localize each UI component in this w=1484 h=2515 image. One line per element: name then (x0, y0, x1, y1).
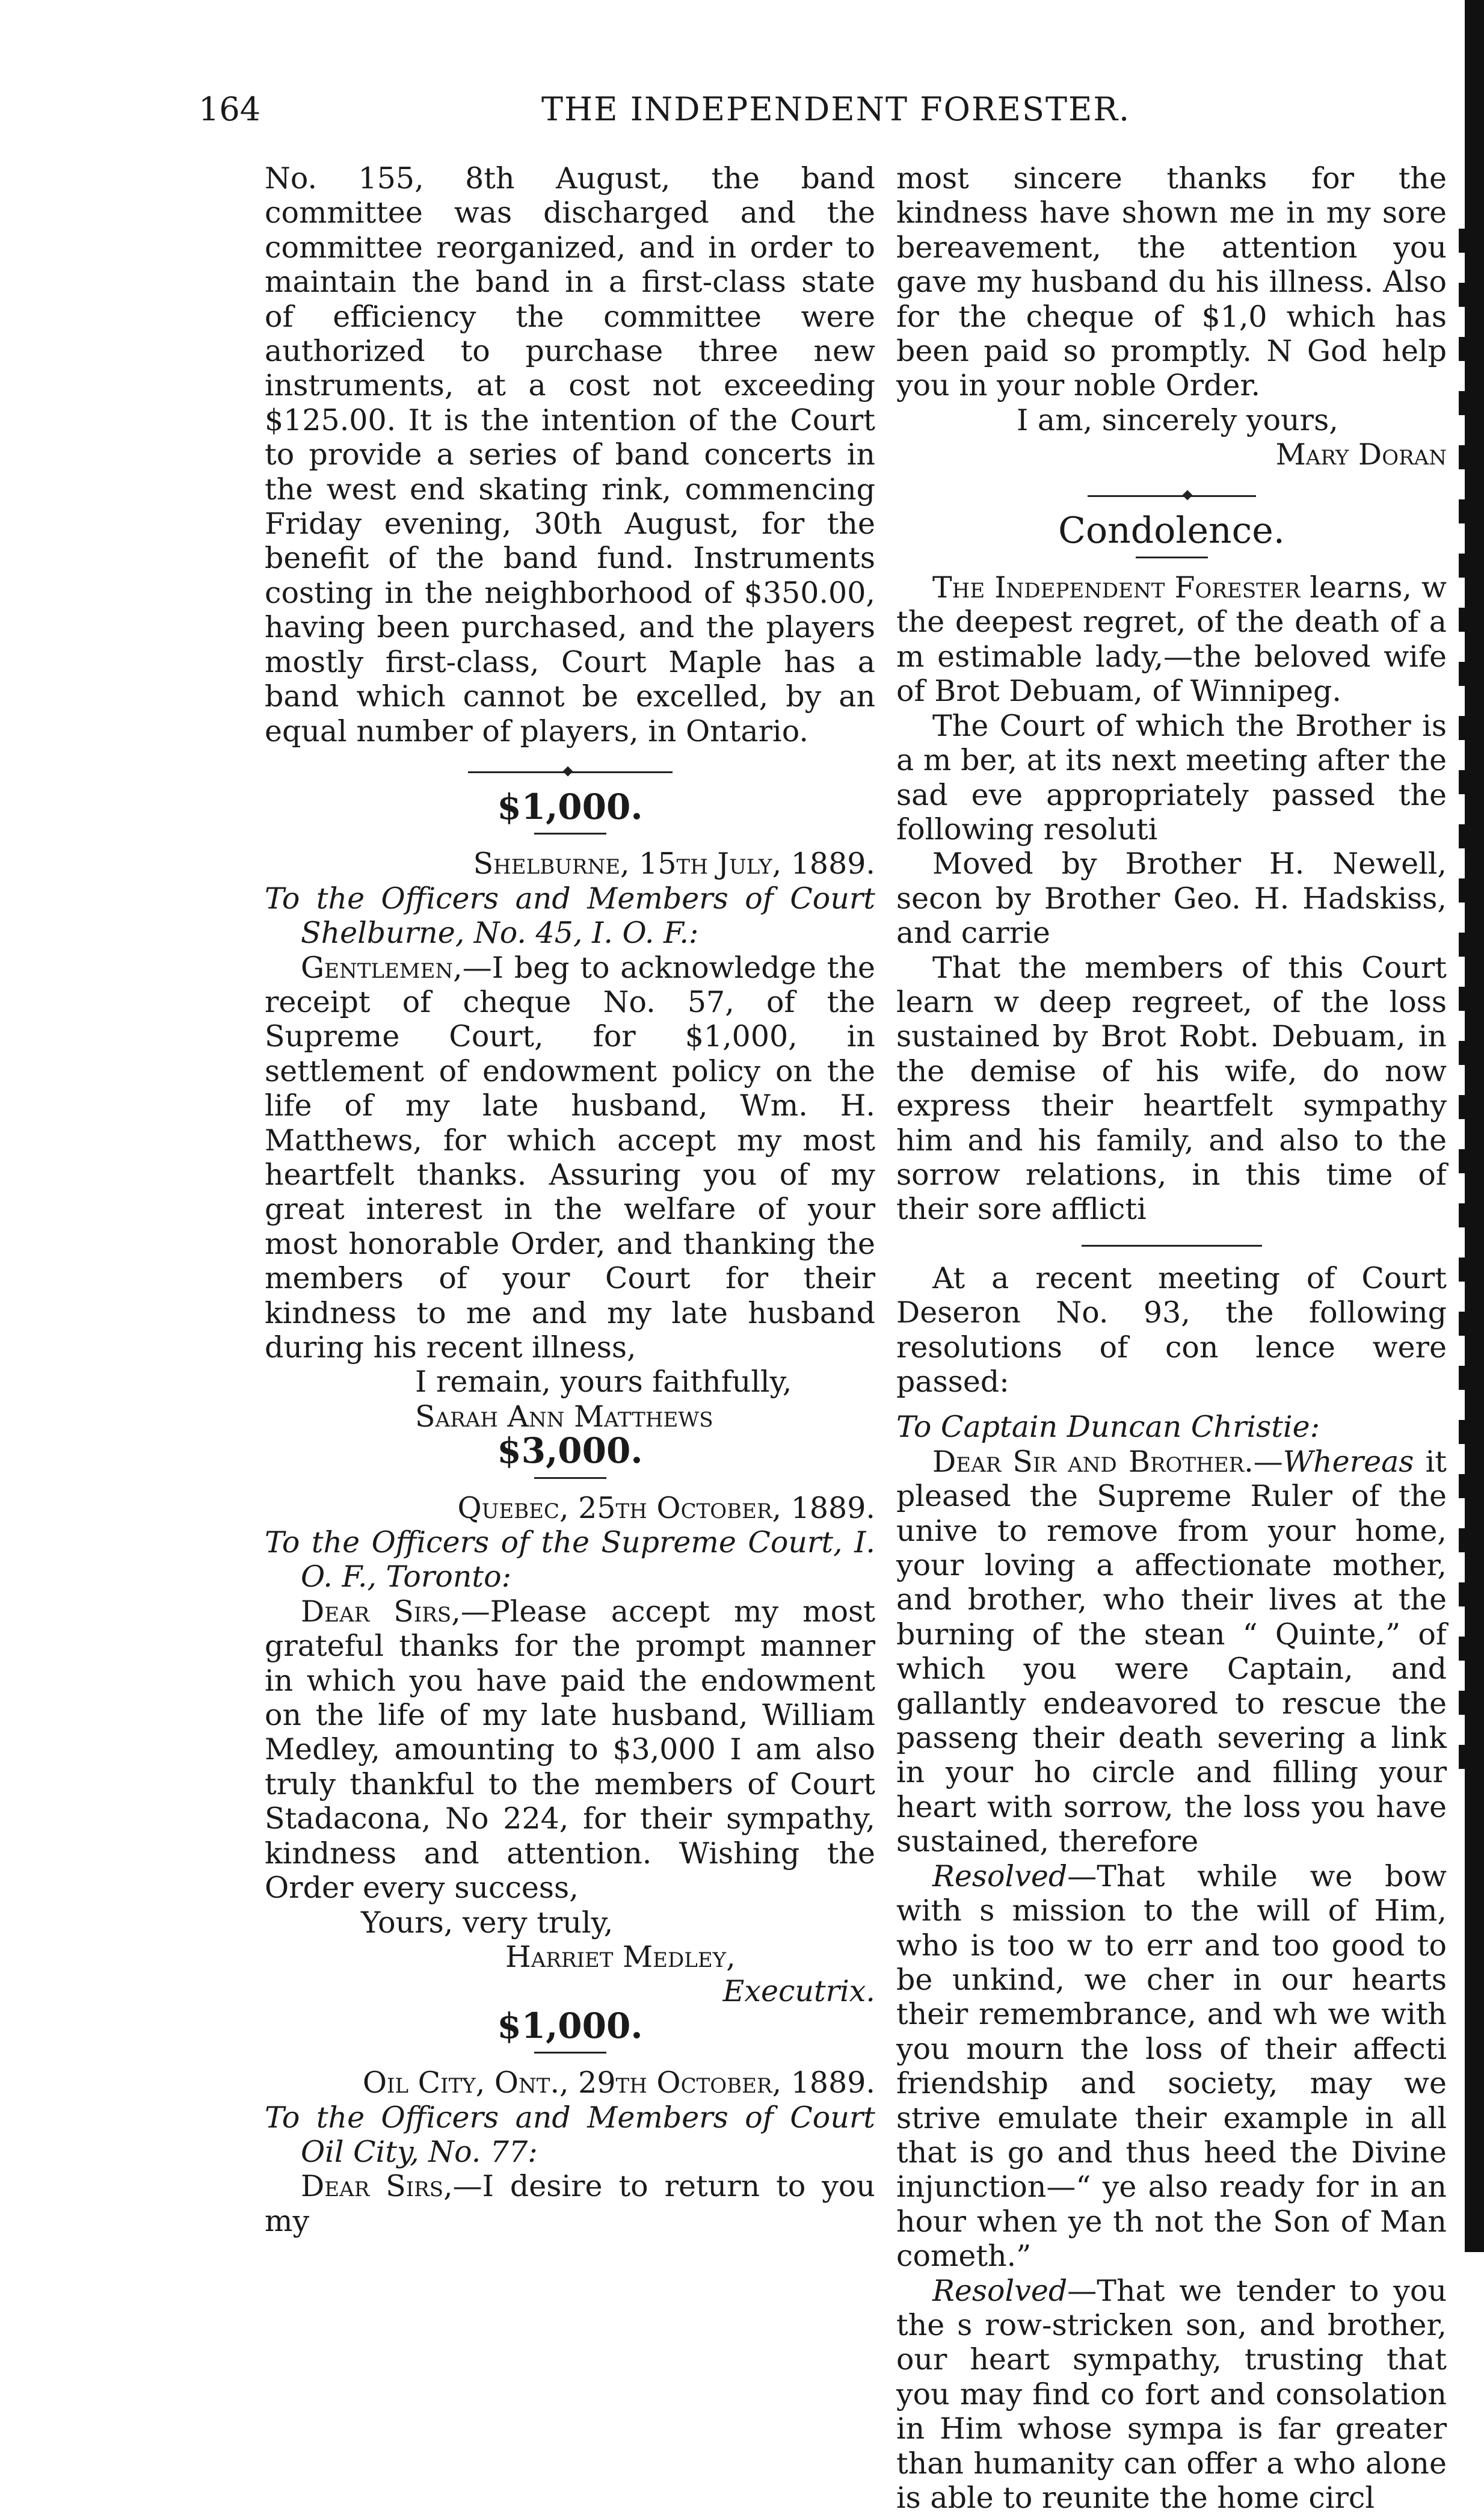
resolution-greeting: Dear Sir and Brother. (932, 1444, 1254, 1479)
condolence-paragraph: That the members of this Court learn w deep regreet, of the loss sustained by Brot Robt. Debuam, in the demise of his wife, do now express their heartfelt sympathy him and his family, and also to the sorrow relations, in this time of their sore afflicti (896, 950, 1447, 1227)
letter-body (265, 2169, 875, 2238)
publication-name: The Independent Forester (932, 570, 1301, 605)
amount-heading: $3,000. (497, 1430, 643, 1472)
letter-signature: Mary Doran (1275, 437, 1447, 472)
letter-greeting: Gentlemen, (301, 950, 463, 985)
letter-text: —Please accept my most grateful thanks for the prompt manner in which you have paid the endowment on the life of my late husband, William Medley, amounting to $3,000 I am also truly thankful to the members of Court Stadacona, No 224, for their sympathy, kindness and attention. Wishing the Order every success, (265, 1594, 875, 1906)
letter-greeting: Dear Sirs, (301, 1594, 461, 1629)
letter-address: To the Officers and Members of Court Shelburne, No. 45, I. O. F.: (265, 881, 875, 951)
short-rule (534, 833, 606, 835)
page-number: 164 (199, 90, 261, 128)
section-title: Condolence. (1058, 509, 1285, 552)
section-rule (1082, 1245, 1262, 1247)
letter-closing: I remain, yours faithfully, (415, 1365, 792, 1399)
letter-signature: Harriet Medley, (505, 1939, 736, 1974)
whereas-label: Whereas (1282, 1444, 1414, 1479)
resolved-paragraph (896, 2274, 1447, 2515)
condolence-paragraph (896, 570, 1447, 709)
amount-heading: $1,000. (497, 2005, 643, 2046)
resolution-text: it pleased the Supreme Ruler of the unive to remove from your home, your loving a affectionate mother, and brother, who their lives at the burning of the stean “ Quinte,” of which you were Captain, and gallantly endeavored to rescue the passeng their death severing a link in your ho circle and filling your heart with sorrow, the loss you have sustained, therefore (896, 1444, 1447, 1859)
letter-text: —I desire to return to you my (265, 2169, 875, 2238)
signature-role: Executrix. (722, 1974, 875, 2009)
right-column (896, 161, 1447, 2515)
letter-closing: I am, sincerely yours, (1017, 403, 1338, 437)
letter-body (265, 1594, 875, 1906)
left-column (265, 161, 875, 2238)
resolved-label: Resolved (932, 2273, 1068, 2308)
page-edge-shadow (1465, 0, 1484, 2252)
amount-heading: $1,000. (497, 786, 643, 827)
resolved-text: —That we tender to you the s row-stricken son, and brother, our heart sympathy, trusting that you may find co fort and consolation in Him whose sympa is far greater than humanity can offer a who alone is able to reunite the home circl (896, 2273, 1447, 2515)
resolved-paragraph (896, 1859, 1447, 2274)
condolence-text: learns, w the deepest regret, of the death of a m estimable lady,—the beloved wife of Brot Debuam, of Winnipeg. (896, 570, 1447, 709)
letter-address: To the Officers and Members of Court Oil City, No. 77: (265, 2100, 875, 2169)
letter-text: —I beg to acknowledge the receipt of cheque No. 57, of the Supreme Court, for $1,000, in settlement of endowment policy on the life of my late husband, Wm. H. Matthews, for which accept my most heartfelt thanks. Assuring you of my great interest in the welfare of your most honorable Order, and thanking the members of your Court for their kindness to me and my late husband during his recent illness, (265, 950, 875, 1365)
condolence-paragraph: The Court of which the Brother is a m ber, at its next meeting after the sad eve appropriately passed the following resoluti (896, 708, 1447, 847)
short-rule (1136, 557, 1208, 558)
short-rule (534, 1477, 606, 1479)
letter-address: To the Officers of the Supreme Court, I. O. F., Toronto: (265, 1525, 875, 1594)
ornament-rule (1088, 495, 1256, 497)
letter-body (265, 951, 875, 1365)
intro-paragraph: No. 155, 8th August, the band committee was discharged and the committee reorganized, and in order to maintain the band in a first-class state of efficiency the committee were authorized to purchase three new instruments, at a cost not exceeding $125.00. It is the intention of the Court to provide a series of band concerts in the west end skating rink, commencing Friday evening, 30th August, for the benefit of the band fund. Instruments costing in the neighborhood of $350.00, having been purchased, and the players mostly first-class, Court Maple has a band which cannot be excelled, by an equal number of players, in Ontario. (265, 161, 875, 748)
resolved-label: Resolved (932, 1859, 1068, 1893)
resolution-body: Dear Sir and Brother.—Whereas it pleased the Supreme Ruler of the unive to remove from your home, your loving a affectionate mother, and brother, who their lives at the burning of the stean “ Quinte,” of which you were Captain, and gallantly endeavored to rescue the passeng their death severing a link in your ho circle and filling your heart with sorrow, the loss you have sustained, therefore (896, 1444, 1447, 1859)
short-rule (534, 2052, 606, 2054)
condolence-paragraph: Moved by Brother H. Newell, secon by Brother Geo. H. Hadskiss, and carrie (896, 847, 1447, 951)
letter-greeting: Dear Sirs, (301, 2169, 453, 2204)
deseronto-intro: At a recent meeting of Court Deseron No. 93, the following resolutions of con lence were passed: (896, 1261, 1447, 1399)
page-header (0, 90, 1484, 144)
letter-closing: Yours, very truly, (361, 1905, 614, 1940)
resolution-address: To Captain Duncan Christie: (896, 1410, 1320, 1445)
dateline: Oil City, Ont., 29th October, 1889. (362, 2066, 875, 2100)
dateline: Quebec, 25th October, 1889. (457, 1490, 875, 1525)
dateline: Shelburne, 15th July, 1889. (473, 847, 875, 881)
resolved-text: —That while we bow with s mission to the will of Him, who is too w to err and too good to be unkind, we cher in our hearts their remembrance, and wh we with you mourn the loss of their affecti friendship and society, may we strive emulate their example in all that is go and thus heed the Divine injunction—“ ye also ready for in an hour when ye th not the Son of Man cometh.” (896, 1859, 1447, 2274)
ornament-rule (468, 771, 673, 773)
running-title: THE INDEPENDENT FORESTER. (541, 90, 1131, 128)
letter-signature: Sarah Ann Matthews (415, 1399, 713, 1434)
letter-continuation: most sincere thanks for the kindness have shown me in my sore bereavement, the attention you gave my husband du his illness. Also for the cheque of $1,0 which has been paid so promptly. N God help you in your noble Order. (896, 161, 1447, 403)
